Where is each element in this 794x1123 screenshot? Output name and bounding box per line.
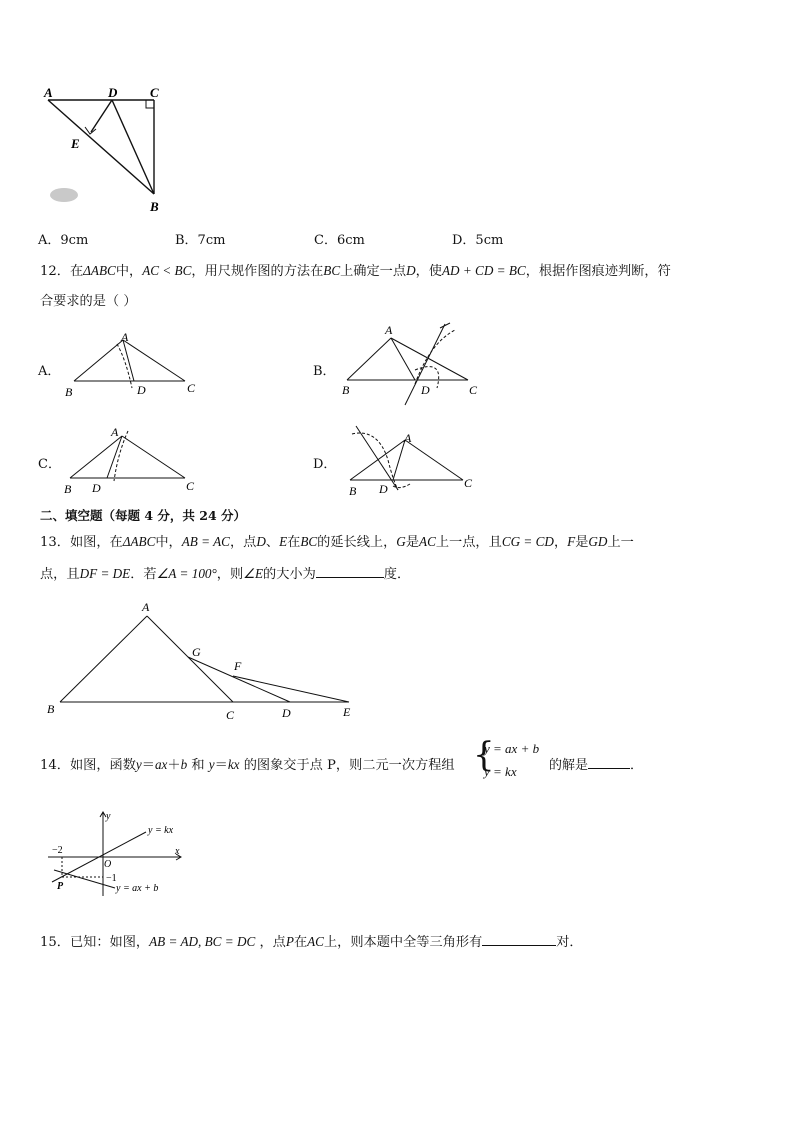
svg-text:y = kx: y = kx	[148, 825, 174, 836]
svg-text:C: C	[186, 479, 195, 493]
q14-line-part2: 的解是 ．	[549, 758, 644, 773]
q13-answer-blank[interactable]	[316, 565, 384, 578]
svg-text:B: B	[342, 383, 350, 397]
svg-text:C: C	[469, 383, 478, 397]
q13-line1: 13．如图，在ΔABC中，AB = AC，点D、E在BC的延长线上，G是AC上一点，且CG = CD，F是GD上一	[40, 534, 634, 550]
svg-text:O: O	[104, 859, 112, 870]
q15-answer-blank[interactable]	[482, 933, 556, 946]
svg-text:G: G	[192, 645, 201, 659]
svg-text:−2: −2	[52, 845, 63, 856]
svg-text:A: A	[404, 431, 412, 445]
svg-text:C: C	[187, 381, 196, 395]
q11-label-C: C	[150, 85, 159, 100]
svg-text:D: D	[421, 383, 430, 397]
q14-line-part1: 14．如图，函数y＝ax＋b 和 y＝kx 的图象交于点 P，则二元一次方程组	[40, 757, 455, 773]
svg-text:A: A	[111, 425, 119, 439]
q12-figure-c	[60, 423, 205, 498]
svg-text:B: B	[47, 702, 55, 716]
q12-option-b-label: B．	[313, 364, 336, 379]
svg-text:−1: −1	[106, 873, 117, 884]
section-fill-in-blank-heading: 二、填空题（每题 4 分，共 24 分）	[40, 508, 247, 523]
q14-equation-1: y = ax + b	[484, 741, 540, 756]
q11-label-E: E	[71, 136, 80, 151]
q12-option-c-label: C．	[38, 457, 61, 472]
svg-text:y = ax + b: y = ax + b	[116, 883, 159, 894]
q11-label-A: A	[44, 85, 53, 100]
q14-graph	[40, 808, 210, 900]
svg-text:D: D	[282, 706, 291, 720]
svg-text:D: D	[137, 383, 146, 397]
q11-figure	[38, 82, 173, 217]
svg-text:F: F	[234, 659, 242, 673]
q12-line1: 12．在ΔABC中，AC < BC，用尺规作图的方法在BC上确定一点D，使AD + CD = BC，根据作图痕迹判断，符	[40, 263, 671, 279]
svg-text:C: C	[226, 708, 235, 722]
q12-line2: 合要求的是（ ）	[40, 294, 137, 309]
svg-text:B: B	[65, 385, 73, 399]
svg-text:E: E	[343, 705, 351, 719]
svg-text:B: B	[349, 484, 357, 498]
q11-option-d: D．5cm	[452, 233, 504, 248]
svg-text:y: y	[106, 811, 111, 822]
q11-option-b: B．7cm	[175, 233, 226, 248]
q13-figure	[40, 598, 370, 726]
q11-label-D: D	[108, 85, 118, 100]
q12-figure-d	[338, 420, 483, 502]
q14-answer-blank[interactable]	[588, 756, 630, 769]
svg-text:x: x	[175, 846, 180, 857]
q11-label-B: B	[150, 199, 159, 214]
q14-equation-2: y = kx	[484, 764, 517, 779]
q13-line2: 点，且DF = DE．若∠A = 100°，则∠E的大小为 度．	[40, 566, 411, 582]
svg-text:B: B	[64, 482, 72, 496]
q12-option-d-label: D．	[313, 457, 337, 472]
q12-figure-b	[335, 318, 490, 408]
q12-option-a-label: A．	[38, 364, 61, 379]
svg-text:A: A	[385, 323, 393, 337]
q11-option-c: C．6cm	[314, 233, 365, 248]
svg-text:D: D	[92, 481, 101, 495]
svg-text:D: D	[379, 482, 388, 496]
q15-line: 15．已知：如图，AB = AD, BC = DC ，点P在AC上，则本题中全等三角形有 对．	[40, 934, 583, 950]
q11-option-a: A．9cm	[38, 233, 89, 248]
svg-text:P: P	[57, 881, 64, 892]
svg-text:A: A	[121, 330, 129, 344]
watermark-blob	[50, 188, 78, 202]
svg-text:A: A	[142, 600, 150, 614]
svg-text:C: C	[464, 476, 473, 490]
q14-system-brace: {	[473, 735, 495, 775]
q12-figure-a	[60, 330, 205, 402]
